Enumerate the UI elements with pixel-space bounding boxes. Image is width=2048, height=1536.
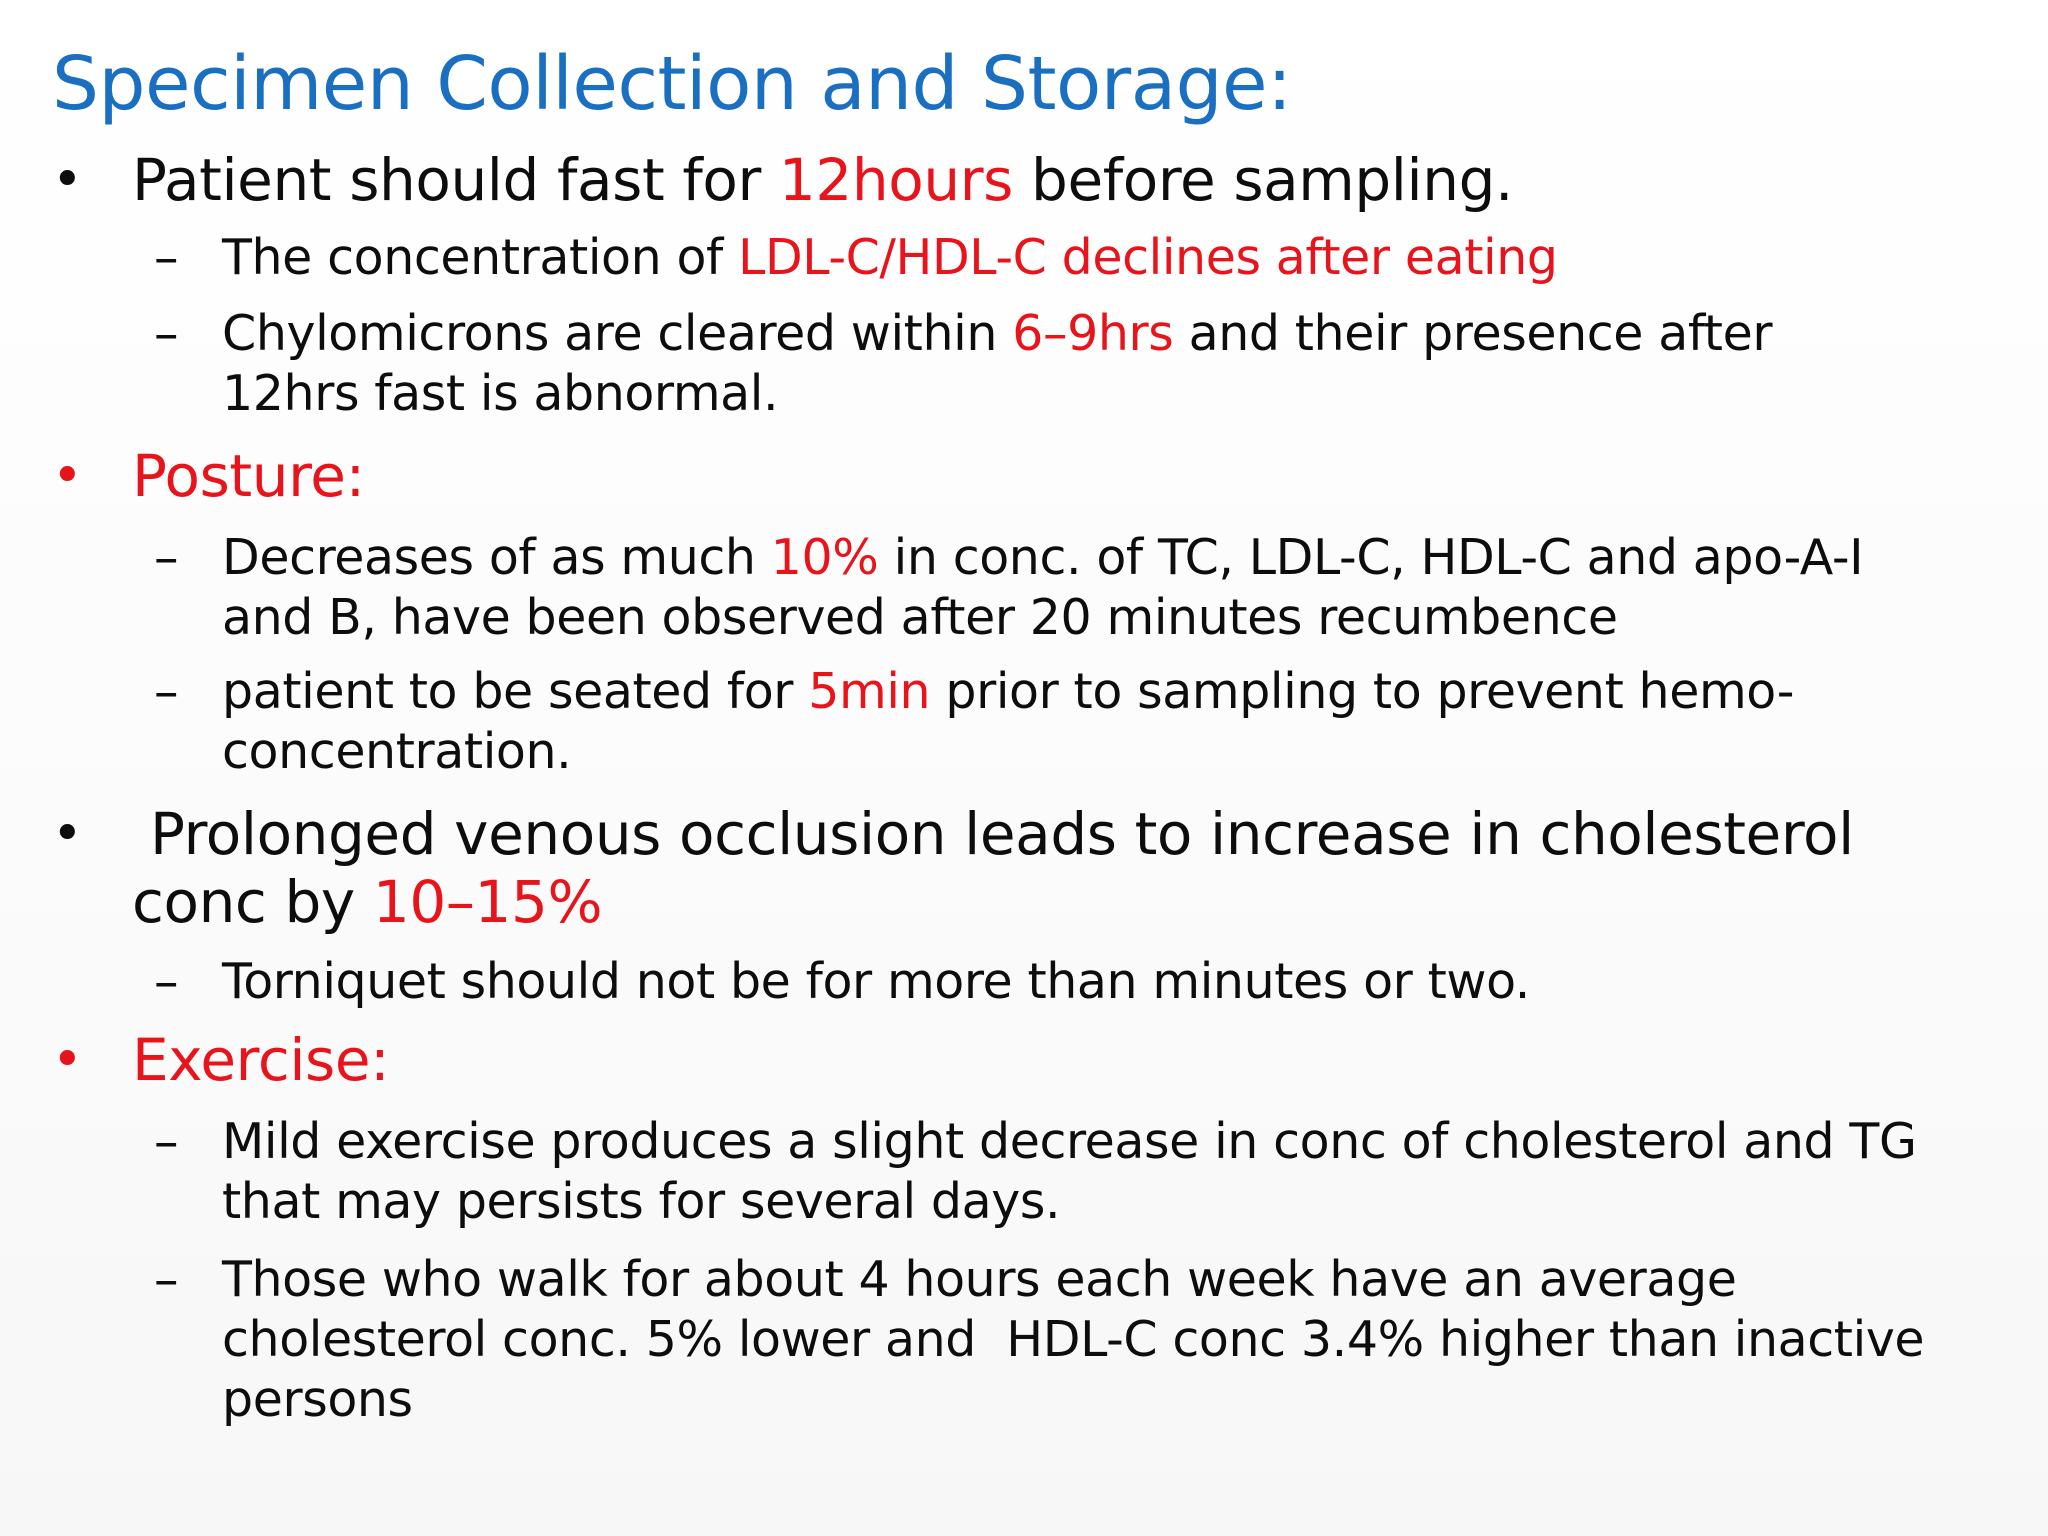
dash-marker: – bbox=[154, 529, 179, 586]
dash-marker: – bbox=[154, 953, 179, 1010]
subbullet-text-line2: 12hrs fast is abnormal. bbox=[222, 365, 779, 422]
bullet-posture bbox=[52, 442, 365, 510]
bullet-marker: • bbox=[52, 804, 83, 864]
bullet-text: conc by bbox=[132, 868, 373, 936]
subbullet-text-line3: persons bbox=[222, 1371, 413, 1428]
highlight-text: 5min bbox=[808, 663, 931, 720]
dash-marker: – bbox=[154, 1113, 179, 1170]
bullet-text: Patient should fast for bbox=[132, 146, 779, 214]
subbullet-text: and their presence after bbox=[1173, 305, 1773, 362]
subbullet-text: The concentration of bbox=[222, 229, 739, 286]
bullet-text: before sampling. bbox=[1013, 146, 1514, 214]
highlight-text: LDL-C/HDL-C declines after eating bbox=[738, 229, 1558, 286]
bullet-heading: Posture: bbox=[132, 442, 365, 510]
subbullet-text: in conc. of TC, LDL-C, HDL-C and apo-A-I bbox=[878, 529, 1864, 586]
subbullet-text-line2: concentration. bbox=[222, 723, 572, 780]
dash-marker: – bbox=[154, 305, 179, 362]
subbullet-seated bbox=[154, 662, 1795, 782]
subbullet-text: prior to sampling to prevent hemo- bbox=[930, 663, 1795, 720]
subbullet-text: Torniquet should not be for more than minutes or two. bbox=[222, 953, 1530, 1010]
bullet-fasting bbox=[52, 146, 1514, 214]
dash-marker: – bbox=[154, 663, 179, 720]
bullet-exercise bbox=[52, 1026, 390, 1094]
bullet-marker: • bbox=[52, 150, 83, 210]
subbullet-torniquet bbox=[154, 952, 1530, 1012]
highlight-text: 6–9hrs bbox=[1012, 305, 1174, 362]
subbullet-text: Decreases of as much bbox=[222, 529, 771, 586]
slide-title: Specimen Collection and Storage: bbox=[52, 41, 1292, 127]
subbullet-chylomicrons bbox=[154, 304, 1773, 424]
subbullet-ldl-decline bbox=[154, 228, 1558, 288]
subbullet-text-line2: that may persists for several days. bbox=[222, 1173, 1061, 1230]
dash-marker: – bbox=[154, 229, 179, 286]
dash-marker: – bbox=[154, 1251, 179, 1308]
bullet-text: Prolonged venous occlusion leads to increase in cholesterol bbox=[132, 800, 1854, 868]
subbullet-text: patient to be seated for bbox=[222, 663, 809, 720]
bullet-heading: Exercise: bbox=[132, 1026, 390, 1094]
subbullet-decreases bbox=[154, 528, 1864, 648]
highlight-text: 12hours bbox=[778, 146, 1013, 214]
highlight-text: 10% bbox=[770, 529, 879, 586]
subbullet-text: Chylomicrons are cleared within bbox=[222, 305, 1013, 362]
bullet-venous-occlusion bbox=[52, 800, 1854, 936]
subbullet-text-line2: and B, have been observed after 20 minutes recumbence bbox=[222, 589, 1618, 646]
bullet-marker: • bbox=[52, 446, 83, 506]
bullet-marker: • bbox=[52, 1030, 83, 1090]
subbullet-text: Those who walk for about 4 hours each week have an average bbox=[222, 1251, 1737, 1308]
subbullet-mild-exercise bbox=[154, 1112, 1917, 1232]
highlight-text: 10–15% bbox=[372, 868, 603, 936]
subbullet-text-line2: cholesterol conc. 5% lower and HDL-C conc 3.4% higher than inactive bbox=[222, 1311, 1925, 1368]
subbullet-walkers bbox=[154, 1250, 1925, 1430]
subbullet-text: Mild exercise produces a slight decrease in conc of cholesterol and TG bbox=[222, 1113, 1917, 1170]
